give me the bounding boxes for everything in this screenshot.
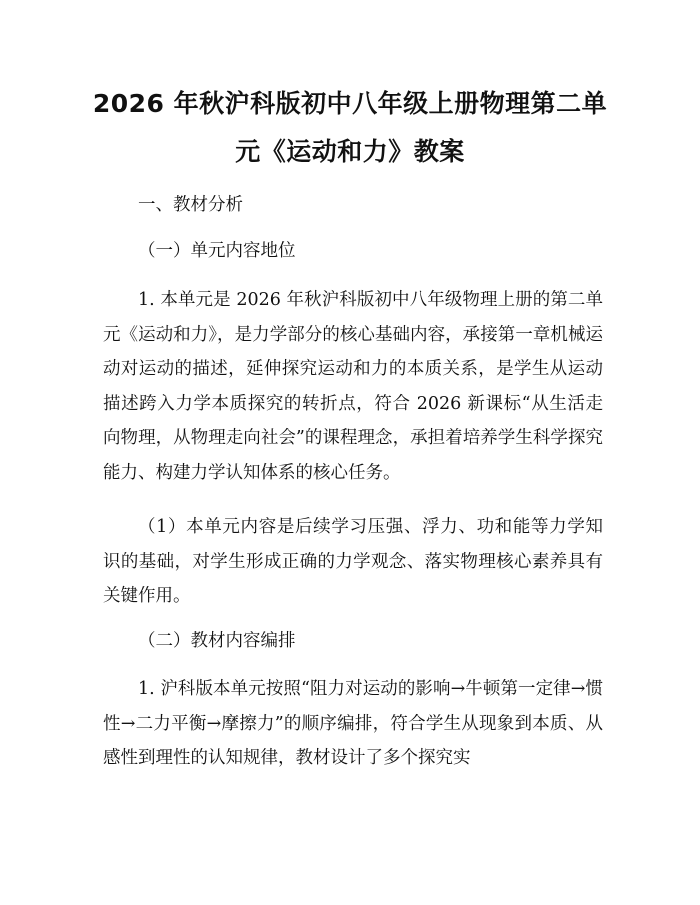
paragraph-content-arrangement: 1. 沪科版本单元按照“阻力对运动的影响→牛顿第一定律→惯性→二力平衡→摩擦力”的顺序编排，符合学生从现象到本质、从感性到理性的认知规律，教材设计了多个探究实 [103,679,603,768]
title-line-2: 元《运动和力》教案 [235,137,465,166]
paragraph-unit-overview: 1. 本单元是 2026 年秋沪科版初中八年级物理上册的第二单元《运动和力》，是力学部分的核心基础内容，承接第一章机械运动对运动的描述，延伸探究运动和力的本质关系，是学生从运动描述跨入力学本质探究的转折点，符合 2026 新课标“从生活走向物理，从物理走向社会”的课程理念，承担着培养学生科学探究能力、构建力学认知体系的核心任务。 [103,290,603,483]
section-heading-teaching-material-analysis: 一、教材分析 [138,195,243,215]
subsection-heading-unit-position: （一）单元内容地位 [138,241,296,261]
subsection-heading-content-arrangement: （二）教材内容编排 [138,631,296,651]
paragraph-unit-importance: （1）本单元内容是后续学习压强、浮力、功和能等力学知识的基础，对学生形成正确的力学观念、落实物理核心素养具有关键作用。 [103,517,603,606]
title-line-1: 2026 年秋沪科版初中八年级上册物理第二单 [92,89,608,118]
document-title [90,80,610,176]
